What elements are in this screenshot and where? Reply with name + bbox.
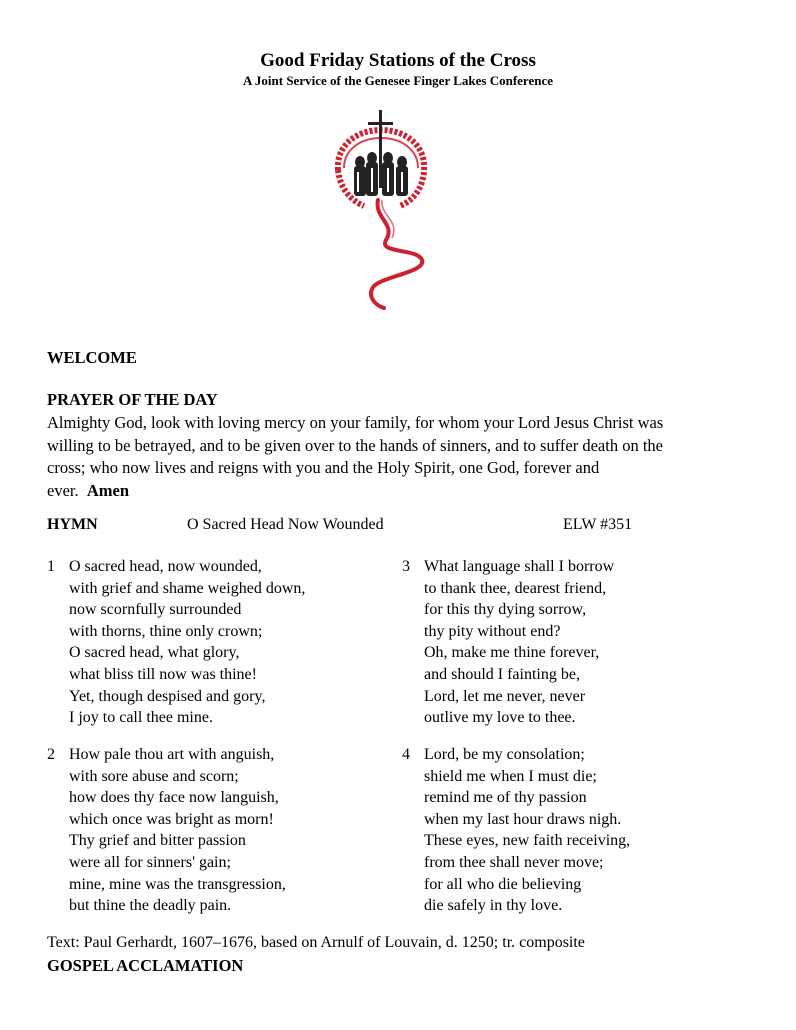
verse-line: from thee shall never move; bbox=[424, 853, 604, 871]
prayer-line: Almighty God, look with loving mercy on your family, for whom your Lord Jesus Christ was bbox=[47, 413, 664, 432]
verse-line: and should I fainting be, bbox=[424, 665, 580, 683]
verse-line: which once was bright as morn! bbox=[69, 810, 274, 828]
verse-line: How pale thou art with anguish, bbox=[69, 746, 275, 763]
verse-line: for all who die believing bbox=[424, 875, 582, 893]
prayer-line: ever. bbox=[47, 480, 79, 500]
verse-line: were all for sinners' gain; bbox=[69, 853, 231, 871]
verse-line: I joy to call thee mine. bbox=[69, 709, 213, 727]
verse-line: Thy grief and bitter passion bbox=[69, 832, 246, 850]
verse-number: 3 bbox=[402, 558, 410, 575]
page-title: Good Friday Stations of the Cross bbox=[260, 50, 536, 71]
verse-number: 1 bbox=[47, 558, 55, 575]
cross-crown-of-thorns-logo-icon bbox=[326, 108, 436, 313]
prayer-amen: Amen bbox=[86, 480, 130, 500]
verse-line: Oh, make me thine forever, bbox=[424, 644, 600, 662]
verse-line: mine, mine was the transgression, bbox=[69, 875, 286, 893]
verse-line: Yet, though despised and gory, bbox=[69, 687, 266, 705]
hymn-credit: Text: Paul Gerhardt, 1607–1676, based on Arnulf of Louvain, d. 1250; tr. composite bbox=[47, 934, 585, 951]
gospel-heading: GOSPEL ACCLAMATION bbox=[47, 956, 244, 975]
verse-line: remind me of thy passion bbox=[424, 789, 587, 807]
verse-line: outlive my love to thee. bbox=[424, 709, 576, 727]
hymn-header bbox=[0, 516, 796, 538]
verse-line: with thorns, thine only crown; bbox=[69, 622, 263, 640]
hymn-label: HYMN bbox=[47, 516, 98, 533]
verse-line: with sore abuse and scorn; bbox=[69, 767, 239, 785]
prayer-line: willing to be betrayed, and to be given over to the hands of sinners, and to suffer death on the bbox=[47, 435, 663, 455]
verse-line: with grief and shame weighed down, bbox=[69, 579, 306, 597]
verse-line: for this thy dying sorrow, bbox=[424, 601, 587, 619]
verse-number: 4 bbox=[402, 746, 410, 763]
verse-line: O sacred head, what glory, bbox=[69, 644, 240, 662]
verse-line: Lord, let me never, never bbox=[424, 687, 586, 705]
prayer-text bbox=[47, 412, 747, 502]
verse-line: but thine the deadly pain. bbox=[69, 897, 232, 915]
verse-line: shield me when I must die; bbox=[424, 767, 597, 785]
hymn-title: O Sacred Head Now Wounded bbox=[187, 516, 384, 533]
verse-line: what bliss till now was thine! bbox=[69, 665, 257, 683]
prayer-line: cross; who now lives and reigns with you and the Holy Spirit, one God, forever and bbox=[47, 458, 600, 477]
hymn-number: ELW #351 bbox=[563, 516, 633, 533]
verse-line: die safely in thy love. bbox=[424, 897, 563, 915]
verse-line: O sacred head, now wounded, bbox=[69, 558, 262, 575]
verse-line: These eyes, new faith receiving, bbox=[424, 832, 631, 850]
verse-line: Lord, be my consolation; bbox=[424, 746, 585, 763]
prayer-heading: PRAYER OF THE DAY bbox=[47, 390, 218, 409]
verse-line: thy pity without end? bbox=[424, 622, 561, 640]
page-subtitle: A Joint Service of the Genesee Finger Lakes Conference bbox=[242, 73, 553, 88]
verse-line: how does thy face now languish, bbox=[69, 789, 279, 807]
verse-line: now scornfully surrounded bbox=[69, 601, 242, 619]
welcome-heading: WELCOME bbox=[47, 348, 137, 367]
prayer-last-line bbox=[47, 480, 747, 503]
verse-line: to thank thee, dearest friend, bbox=[424, 579, 607, 597]
verse-line: when my last hour draws nigh. bbox=[424, 810, 622, 828]
verse-line: What language shall I borrow bbox=[424, 558, 615, 575]
verse-number: 2 bbox=[47, 746, 55, 763]
